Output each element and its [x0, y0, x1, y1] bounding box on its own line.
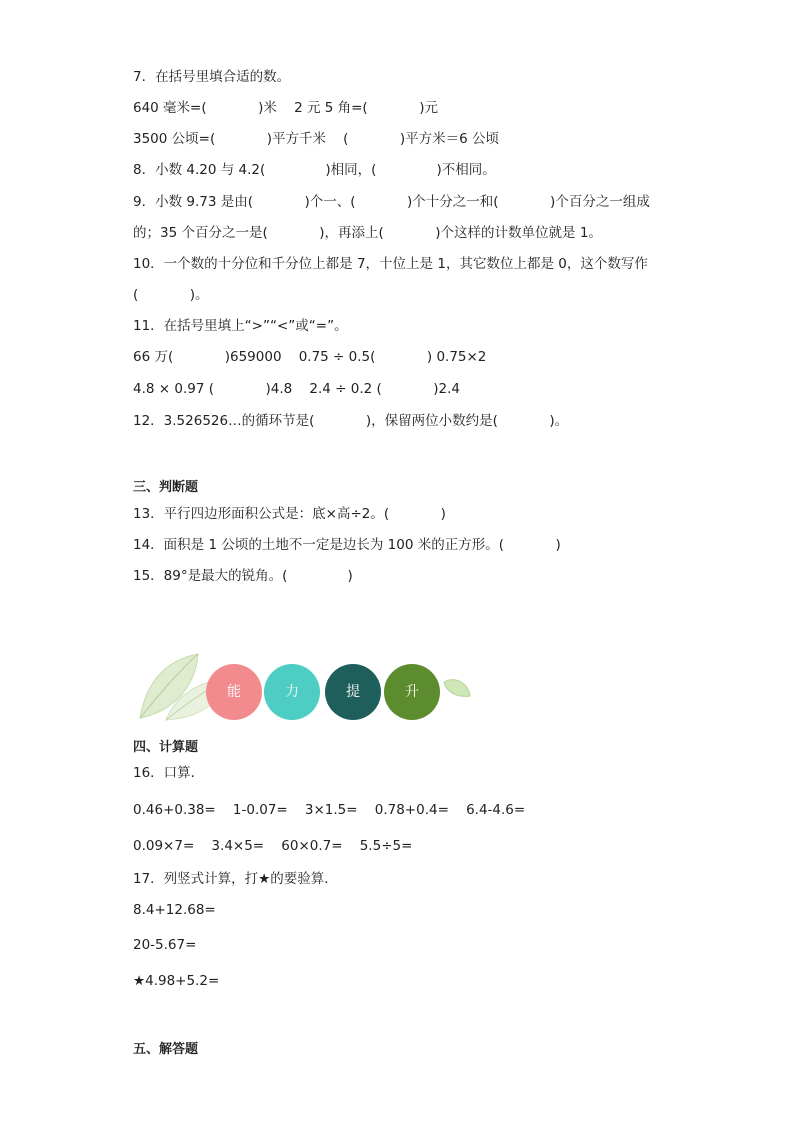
question-17-item-1: 8.4+12.68= — [133, 902, 216, 918]
section-4-heading: 四、计算题 — [133, 740, 199, 755]
question-10-line-2: ( )。 — [133, 287, 209, 303]
question-9-line-2: 的；35 个百分之一是( )，再添上( )个这样的计数单位就是 1。 — [133, 225, 602, 241]
section-3-heading: 三、判断题 — [133, 480, 199, 495]
ability-circle-2: 力 — [264, 664, 320, 720]
ability-banner — [136, 652, 476, 722]
question-10-line-1: 10．一个数的十分位和千分位上都是 7，十位上是 1，其它数位上都是 0，这个数写作 — [133, 256, 648, 272]
question-14: 14．面积是 1 公顷的土地不一定是边长为 100 米的正方形。( ) — [133, 537, 561, 553]
question-16-line-2: 0.09×7= 3.4×5= 60×0.7= 5.5÷5= — [133, 838, 413, 854]
ability-circle-4: 升 — [384, 664, 440, 720]
question-11-line-1: 66 万( )659000 0.75 ÷ 0.5( ) 0.75×2 — [133, 349, 487, 365]
small-leaf-icon — [442, 678, 472, 700]
ability-circle-1: 能 — [206, 664, 262, 720]
question-17-item-2: 20-5.67= — [133, 937, 197, 953]
question-8: 8．小数 4.20 与 4.2( )相同，( )不相同。 — [133, 162, 496, 178]
question-17-title: 17．列竖式计算，打★的要验算． — [133, 871, 338, 887]
question-13: 13．平行四边形面积公式是：底×高÷2。( ) — [133, 506, 446, 522]
question-7-line-1: 640 毫米=( )米 2 元 5 角=( )元 — [133, 100, 438, 116]
question-7-title: 7．在括号里填合适的数。 — [133, 69, 291, 85]
question-16-title: 16．口算． — [133, 765, 205, 781]
question-9-line-1: 9．小数 9.73 是由( )个一、( )个十分之一和( )个百分之一组成 — [133, 194, 650, 210]
question-12: 12．3.526526…的循环节是( )，保留两位小数约是( )。 — [133, 413, 569, 429]
question-11-line-2: 4.8 × 0.97 ( )4.8 2.4 ÷ 0.2 ( )2.4 — [133, 381, 460, 397]
question-11-title: 11．在括号里填上“>”“<”或“=”。 — [133, 318, 348, 334]
question-15: 15．89°是最大的锐角。( ) — [133, 568, 353, 584]
question-16-line-1: 0.46+0.38= 1-0.07= 3×1.5= 0.78+0.4= 6.4-4.6= — [133, 802, 526, 818]
question-17-item-3: ★4.98+5.2= — [133, 973, 220, 989]
question-7-line-2: 3500 公顷=( )平方千米 ( )平方米＝6 公顷 — [133, 131, 500, 147]
ability-circle-3: 提 — [325, 664, 381, 720]
section-5-heading: 五、解答题 — [133, 1042, 199, 1057]
